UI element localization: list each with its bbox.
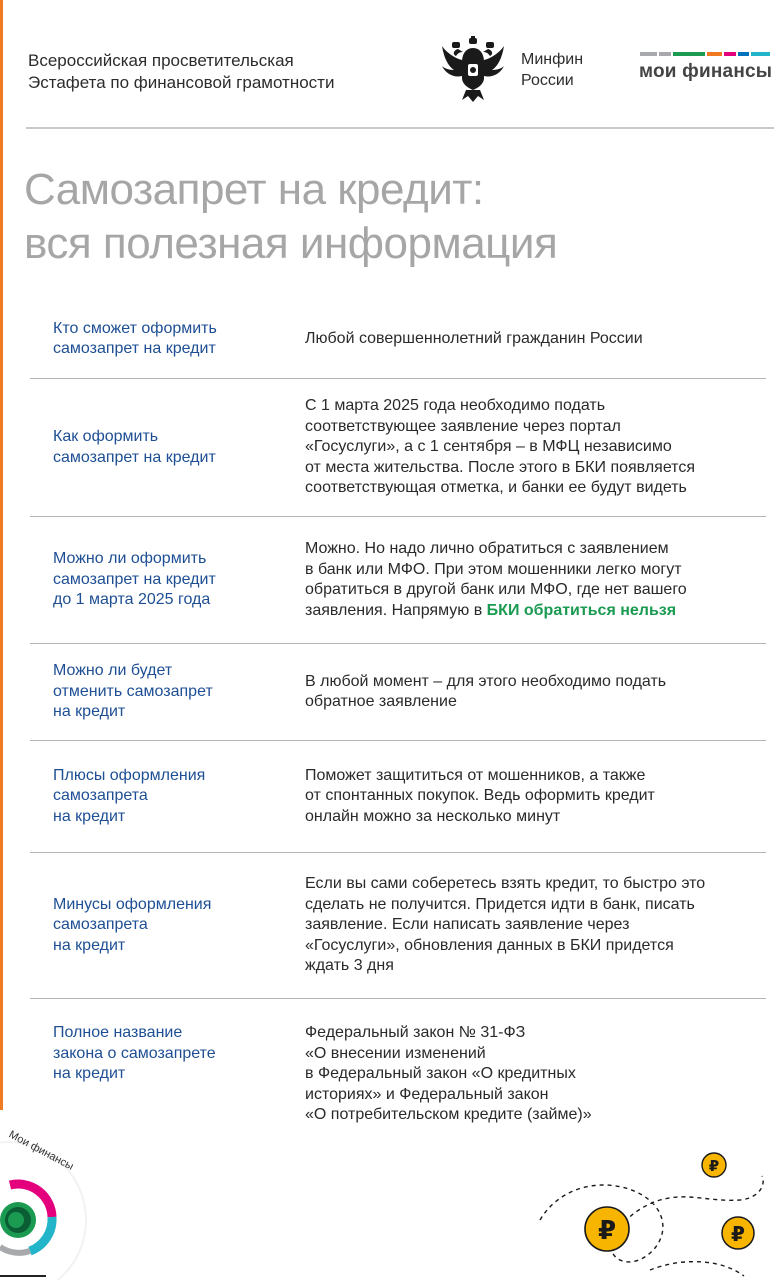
moi-finansy-color-bar: [751, 52, 770, 56]
info-table: [30, 300, 766, 1139]
moi-finansy-color-bar: [738, 52, 749, 56]
header-divider: [26, 127, 774, 129]
question-line: на кредит: [53, 936, 126, 954]
ruble-coin-icon: [722, 1217, 754, 1249]
question-line: Можно ли оформить: [53, 550, 207, 568]
answer-line: [305, 601, 766, 622]
answer-line: Федеральный закон № 31-ФЗ: [305, 1024, 526, 1041]
answer-line: «Госуслуги», обновления данных в БКИ придется: [305, 936, 674, 954]
answer-line: «О потребительском кредите (займе)»: [305, 1106, 592, 1123]
question-line: Плюсы оформления: [53, 766, 206, 784]
relay-title: [28, 50, 388, 94]
answer-line: Можно. Но надо лично обратиться с заявлением: [305, 540, 669, 557]
question-line: отменить самозапрет: [53, 682, 213, 700]
row-answer: [282, 1023, 766, 1126]
moi-finansy-color-bars: [640, 52, 770, 56]
row-question: [30, 661, 282, 723]
answer-line: «О внесении изменений: [305, 1044, 486, 1062]
answer-line: С 1 марта 2025 года необходимо подать: [305, 397, 606, 415]
row-question: [30, 549, 282, 611]
answer-line: в банк или МФО. При этом мошенники легко могут: [305, 560, 682, 578]
question-line: Полное название: [53, 1024, 183, 1041]
page-title: [24, 163, 557, 271]
svg-text:₽: ₽: [731, 1222, 745, 1246]
question-line: самозапрета: [53, 787, 148, 805]
relay-title-line: Эстафета по финансовой грамотности: [28, 73, 335, 92]
answer-line: обратное заявление: [305, 693, 457, 710]
row-answer: [282, 672, 766, 713]
row-question: [30, 319, 282, 360]
question-line: самозапрет на кредит: [53, 570, 216, 588]
question-line: на кредит: [53, 1065, 126, 1082]
svg-text:₽: ₽: [708, 1157, 720, 1175]
answer-line: соответствующая отметка, и банки ее будут видеть: [305, 479, 687, 497]
page-title-line: вся полезная информация: [24, 219, 558, 268]
answer-line: онлайн можно за несколько минут: [305, 807, 561, 825]
question-line: закона о самозапрете: [53, 1044, 216, 1062]
info-table-row: [30, 999, 766, 1139]
question-line: на кредит: [53, 807, 126, 825]
answer-line: от спонтанных покупок. Ведь оформить кредит: [305, 787, 655, 805]
row-question: [30, 895, 282, 957]
row-question: [30, 427, 282, 468]
info-table-row: [30, 853, 766, 999]
moi-finansy-color-bar: [673, 52, 705, 56]
question-line: самозапрет на кредит: [53, 340, 216, 357]
ruble-coin-icon: [702, 1153, 726, 1177]
left-accent-stripe: [0, 0, 3, 1110]
moi-finansy-badge-logo: [0, 1125, 90, 1280]
question-line: до 1 марта 2025 года: [53, 591, 211, 609]
info-table-row: [30, 300, 766, 379]
answer-line: от места жительства. После этого в БКИ появляется: [305, 458, 695, 476]
question-line: Кто сможет оформить: [53, 319, 217, 337]
answer-text: заявления. Напрямую в: [305, 601, 487, 619]
answer-line: обратиться в другой банк или МФО, где нет вашего: [305, 581, 687, 598]
badge-text: Мои финансы: [6, 1128, 76, 1173]
eagle-emblem-icon: [440, 36, 506, 102]
answer-line: историях» и Федеральный закон: [305, 1085, 549, 1103]
row-question: [30, 766, 282, 828]
minfin-title: [521, 49, 583, 91]
relay-title-line: Всероссийская просветительская: [28, 51, 294, 70]
info-table-row: [30, 379, 766, 517]
answer-line: заявление. Если написать заявление через: [305, 916, 630, 934]
answer-highlight: БКИ обратиться нельзя: [486, 601, 677, 619]
answer-line: В любой момент – для этого необходимо подать: [305, 672, 667, 690]
moi-finansy-color-bar: [659, 52, 670, 56]
info-table-row: [30, 644, 766, 741]
row-answer: [282, 329, 766, 350]
minfin-title-line: Минфин: [521, 51, 584, 68]
moi-finansy-color-bar: [640, 52, 657, 56]
answer-line: Если вы сами соберетесь взять кредит, то быстро это: [305, 875, 706, 893]
answer-line: «Госуслуги», а с 1 сентября – в МФЦ независимо: [305, 438, 672, 456]
moi-finansy-logo-text: мои финансы: [639, 61, 773, 82]
page-header: [0, 0, 774, 128]
question-line: Как оформить: [53, 428, 159, 445]
minfin-title-line: России: [521, 72, 574, 89]
row-answer: [282, 396, 766, 499]
row-answer: [282, 539, 766, 621]
answer-line: в Федеральный закон «О кредитных: [305, 1065, 576, 1082]
question-line: Можно ли будет: [53, 662, 173, 680]
answer-line: Любой совершеннолетний гражданин России: [305, 329, 643, 347]
answer-line: ждать 3 дня: [305, 957, 394, 975]
ruble-coins-decoration: [530, 1140, 774, 1280]
info-table-row: [30, 741, 766, 853]
answer-line: Поможет защититься от мошенников, а также: [305, 766, 646, 784]
page-title-line: Самозапрет на кредит:: [24, 165, 484, 214]
moi-finansy-color-bar: [724, 52, 735, 56]
question-line: Минусы оформления: [53, 895, 212, 913]
moi-finansy-color-bar: [707, 52, 722, 56]
question-line: на кредит: [53, 703, 126, 721]
answer-line: сделать не получится. Придется идти в банк, писать: [305, 895, 695, 913]
answer-line: соответствующее заявление через портал: [305, 417, 621, 435]
row-answer: [282, 766, 766, 828]
info-table-row: [30, 517, 766, 644]
row-answer: [282, 874, 766, 977]
ruble-coin-icon: [585, 1207, 629, 1251]
question-line: самозапрета: [53, 916, 148, 934]
question-line: самозапрет на кредит: [53, 448, 216, 466]
row-question: [30, 1023, 282, 1085]
svg-text:₽: ₽: [597, 1216, 617, 1246]
